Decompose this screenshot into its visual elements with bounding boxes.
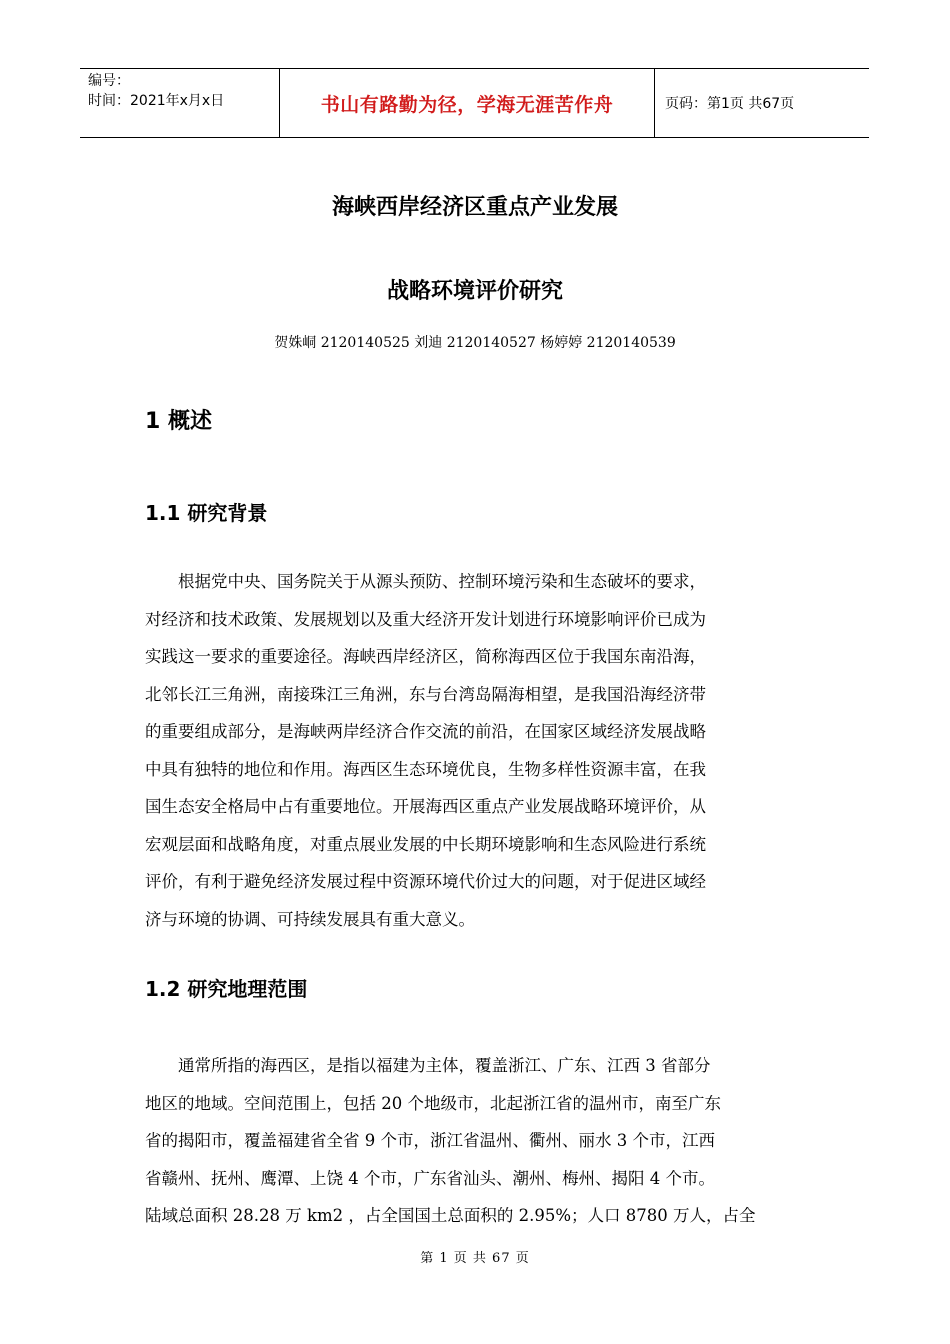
paragraph-line: 北邻长江三角洲，南接珠江三角洲，东与台湾岛隔海相望，是我国沿海经济带 bbox=[145, 684, 706, 704]
header-meta bbox=[80, 69, 280, 137]
document-number-label: 编号： bbox=[88, 73, 130, 89]
section-heading-1: 1 概述 bbox=[145, 409, 212, 434]
paragraph-line: 的重要组成部分，是海峡两岸经济合作交流的前沿，在国家区域经济发展战略 bbox=[145, 722, 706, 741]
header-page-info: 页码：第1页 共67页 bbox=[665, 96, 795, 112]
paragraph-line: 对经济和技术政策、发展规划以及重大经济开发计划进行环境影响评价已成为 bbox=[145, 609, 706, 629]
paragraph-line: 中具有独特的地位和作用。海西区生态环境优良，生物多样性资源丰富，在我 bbox=[145, 759, 706, 779]
paragraph-line: 陆域总面积 28.28 万 km2 ，占全国国土总面积的 2.95%；人口 8780 万人，占全 bbox=[145, 1206, 756, 1225]
paragraph-line: 评价，有利于避免经济发展过程中资源环境代价过大的问题，对于促进区域经 bbox=[145, 872, 706, 891]
paragraph-line: 根据党中央、国务院关于从源头预防、控制环境污染和生态破坏的要求， bbox=[178, 572, 706, 591]
paragraph-line: 宏观层面和战略角度，对重点展业发展的中长期环境影响和生态风险进行系统 bbox=[145, 834, 706, 854]
document-title-line2: 战略环境评价研究 bbox=[386, 279, 563, 304]
header-motto: 书山有路勤为径，学海无涯苦作舟 bbox=[280, 69, 655, 137]
paragraph-line: 实践这一要求的重要途径。海峡西岸经济区，简称海西区位于我国东南沿海， bbox=[145, 647, 706, 666]
paragraph-research-background bbox=[145, 563, 809, 938]
page-header bbox=[80, 68, 869, 138]
authors-line: 贺姝峒 2120140525 刘迪 2120140527 杨婷婷 2120140539 bbox=[274, 335, 676, 351]
paragraph-line: 省的揭阳市，覆盖福建省全省 9 个市，浙江省温州、衢州、丽水 3 个市，江西 bbox=[145, 1131, 715, 1150]
paragraph-line: 地区的地域。空间范围上，包括 20 个地级市，北起浙江省的温州市，南至广东 bbox=[145, 1093, 721, 1113]
page-footer: 第 1 页 共 67 页 bbox=[420, 1251, 530, 1266]
paragraph-geographic-scope bbox=[145, 1047, 809, 1235]
paragraph-line: 济与环境的协调、可持续发展具有重大意义。 bbox=[145, 909, 475, 929]
paragraph-line: 通常所指的海西区，是指以福建为主体，覆盖浙江、广东、江西 3 省部分 bbox=[178, 1056, 711, 1075]
paragraph-line: 国生态安全格局中占有重要地位。开展海西区重点产业发展战略环境评价，从 bbox=[145, 797, 706, 816]
document-time-label: 时间：2021年x月x日 bbox=[88, 93, 225, 109]
document-title-line1: 海峡西岸经济区重点产业发展 bbox=[331, 195, 618, 220]
section-heading-1-1: 1.1 研究背景 bbox=[145, 501, 268, 525]
section-heading-1-2: 1.2 研究地理范围 bbox=[145, 977, 308, 1001]
paragraph-line: 省赣州、抚州、鹰潭、上饶 4 个市，广东省汕头、潮州、梅州、揭阳 4 个市。 bbox=[145, 1168, 715, 1188]
